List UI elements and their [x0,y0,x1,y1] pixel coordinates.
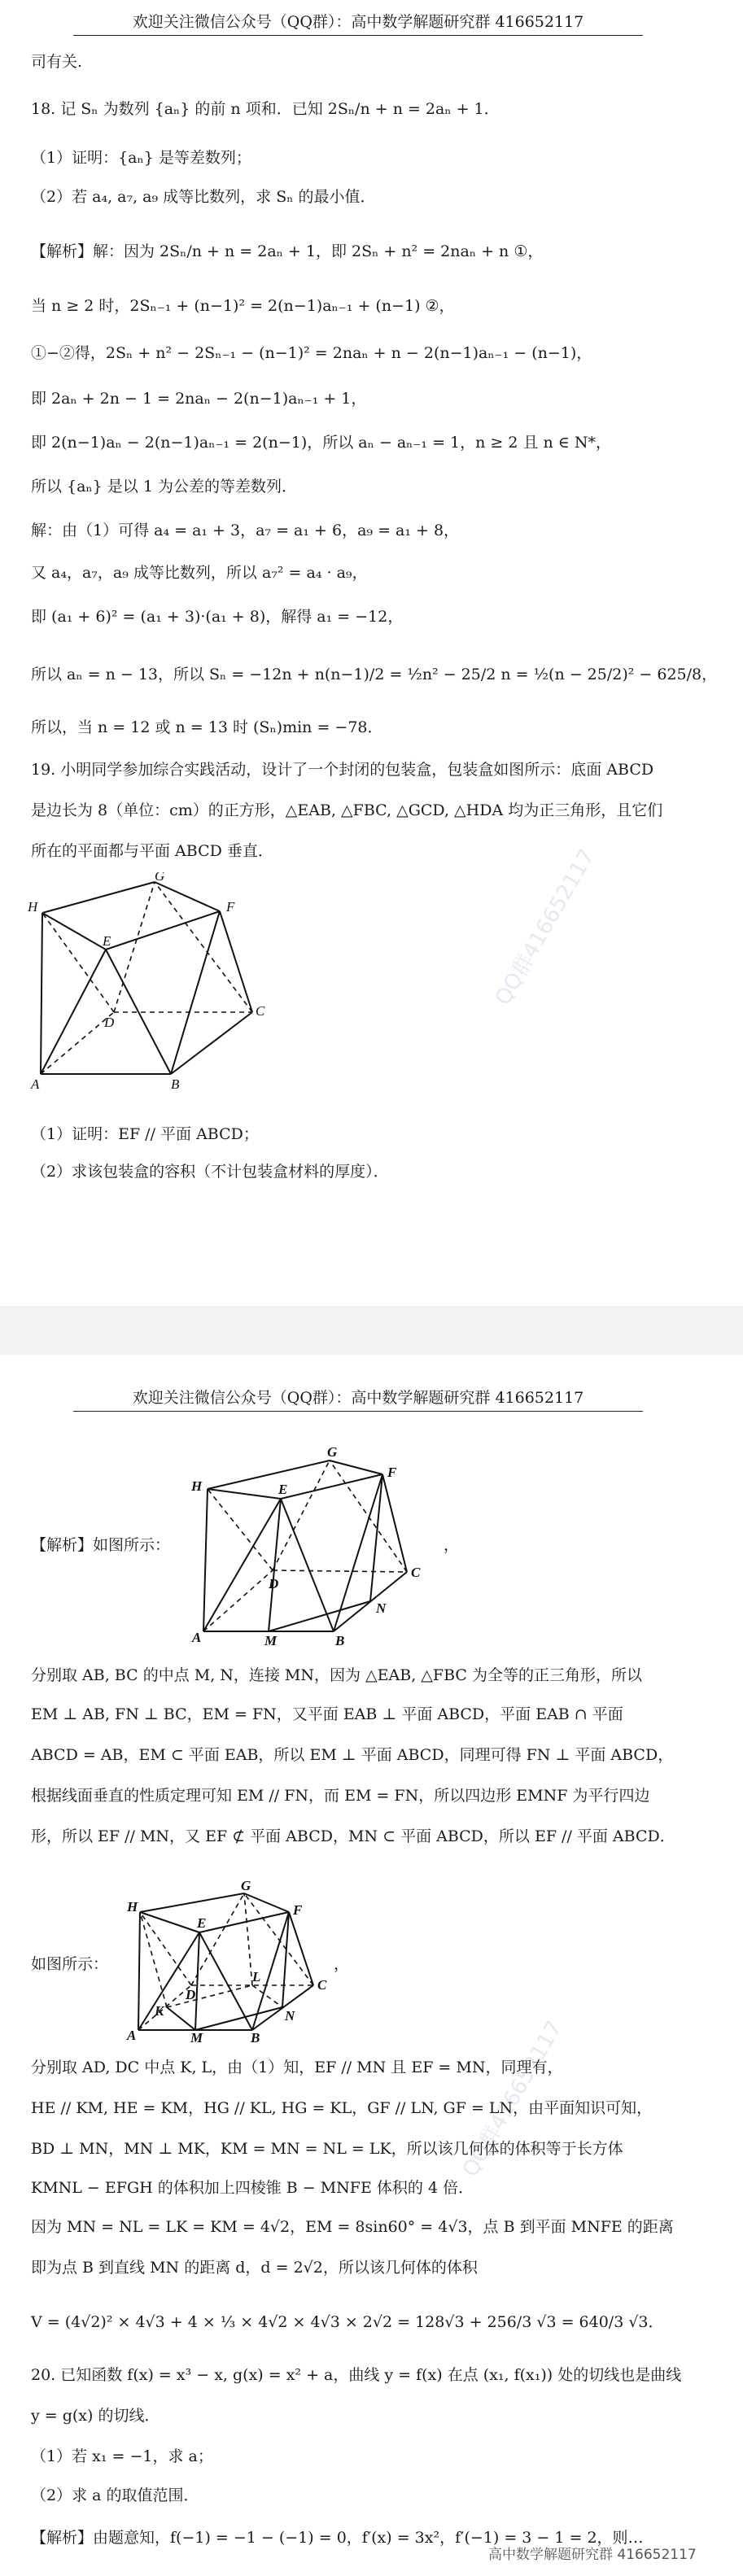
hidden-edge [203,1570,273,1631]
hidden-edge [273,1570,407,1572]
vertex-label: E [278,1482,288,1497]
vertex-label: D [269,1576,279,1591]
problem-18-part1: （1）证明：{aₙ} 是等差数列； [31,149,251,167]
vertex-label: A [127,2028,137,2043]
solution-line: 即 (a₁ + 6)² = (a₁ + 3)·(a₁ + 8)，解得 a₁ = −12， [31,608,404,626]
vertex-label: E [197,1915,207,1931]
hidden-edge [244,1893,252,1985]
punctuation: ， [444,1536,460,1554]
solution-line: BD ⊥ MN，MN ⊥ MK，KM = MN = NL = LK，所以该几何体的体积等于长方体 [31,2140,623,2158]
vertex-label: E [103,933,111,949]
vertex-label: B [171,1076,180,1092]
punctuation: ， [334,1955,350,1973]
box-figure-1 [24,872,293,1092]
watermark: QQ群416652117 [491,845,601,1010]
box-figure-3 [122,1875,350,2046]
edge [138,1912,140,2030]
solution-line: 又 a₄，a₇，a₉ 成等比数列，所以 a₇² = a₄ · a₉， [31,564,368,582]
edge [195,1932,199,2030]
vertex-label: B [335,1633,345,1648]
vertex-label: G [241,1878,251,1893]
vertex-label: H [127,1899,138,1915]
vertex-label: F [226,899,235,915]
solution-line: 当 n ≥ 2 时，2Sₙ₋₁ + (n−1)² = 2(n−1)aₙ₋₁ + (n−1) ②， [31,297,455,315]
edge [106,911,220,950]
page-separator [0,1306,743,1355]
solution-line: 所以，当 n = 12 或 n = 13 时 (Sₙ)min = −78． [31,718,383,736]
edge [41,913,42,1074]
hidden-edge [140,1912,191,1985]
solution-line: 所以 {aₙ} 是以 1 为公差的等差数列． [31,478,297,496]
vertex-label: F [387,1465,397,1480]
solution-line: 【解析】解：因为 2Sₙ/n + n = 2aₙ + 1，即 2Sₙ + n² = 2naₙ + n ①， [31,242,544,260]
edge [155,882,220,911]
edge [220,911,252,1012]
solution-line: 即为点 B 到直线 MN 的距离 d，d = 2√2，所以该几何体的体积 [31,2259,478,2277]
edge [269,1499,281,1631]
vertex-label: G [327,1444,338,1460]
vertex-label: C [317,1977,327,1993]
problem-20-line: y = g(x) 的切线． [31,2407,160,2425]
hidden-edge [138,1985,191,2030]
vertex-label: L [252,1969,261,1984]
hidden-edge [273,1460,330,1570]
vertex-label: B [251,2030,260,2046]
solution-line: KMNL − EFGH 的体积加上四棱锥 B − MNFE 体积的 4 倍． [31,2179,474,2197]
problem-19-title: 19. 小明同学参加综合实践活动，设计了一个封闭的包装盒，包装盒如图所示：底面 ABCD [31,761,654,779]
vertex-label: N [376,1600,387,1616]
problem-20-part1: （1）若 x₁ = −1，求 a； [31,2447,213,2465]
edge [195,2007,282,2030]
solution-label: 如图所示： [31,1955,109,1973]
problem-18-part2: （2）若 a₄, a₇, a₉ 成等比数列，求 Sₙ 的最小值． [31,188,376,206]
edge [42,913,106,950]
vertex-label: G [155,872,165,884]
solution-line: 形，所以 EF // MN，又 EF ⊄ 平面 ABCD，MN ⊂ 平面 ABCD，所以 EF // 平面 ABCD． [31,1827,675,1845]
vertex-label: D [186,1987,196,2002]
solution-line: ①−②得，2Sₙ + n² − 2Sₙ₋₁ − (n−1)² = 2naₙ + n − 2(n−1)aₙ₋₁ − (n−1)， [31,344,592,362]
solution-line: 解：由（1）可得 a₄ = a₁ + 3，a₇ = a₁ + 6，a₉ = a₁ + 8， [31,522,460,539]
solution-result: V = (4√2)² × 4√3 + 4 × ⅓ × 4√2 × 4√3 × 2√2 = 128√3 + 256/3 √3 = 640/3 √3． [31,2313,664,2331]
edge [208,1460,330,1489]
hidden-edge [140,1912,167,2007]
vertex-label: F [293,1902,303,1918]
hidden-edge [42,913,114,1012]
edge [140,1912,199,1932]
edge [382,1474,407,1572]
solution-line: 即 2(n−1)aₙ − 2(n−1)aₙ₋₁ = 2(n−1)，所以 aₙ − aₙ₋₁ = 1，n ≥ 2 且 n ∈ N*， [31,434,612,452]
problem-19-line: 是边长为 8（单位：cm）的正方形，△EAB, △FBC, △GCD, △HDA 均为正三角形，且它们 [31,801,663,819]
solution-line: ABCD = AB，EM ⊂ 平面 EAB，所以 EM ⊥ 平面 ABCD，同理可得 FN ⊥ 平面 ABCD， [31,1746,674,1764]
edge [199,1932,252,2030]
hidden-edge [155,882,252,1012]
solution-line: 即 2aₙ + 2n − 1 = 2naₙ − 2(n−1)aₙ₋₁ + 1， [31,390,367,408]
problem-19-part2: （2）求该包装盒的容积（不计包装盒材料的厚度）． [31,1163,389,1181]
vertex-label: C [411,1565,421,1580]
box-figure-2 [187,1432,448,1648]
solution-line: 因为 MN = NL = LK = KM = 4√2，EM = 8sin60° = 4√3，点 B 到平面 MNFE 的距离 [31,2218,674,2236]
vertex-label: K [155,2003,164,2019]
hidden-edge [41,1012,114,1074]
vertex-label: C [256,1003,265,1019]
edge [167,2007,195,2030]
problem-20-title: 20. 已知函数 f(x) = x³ − x, g(x) = x² + a，曲线 y = f(x) 在点 (x₁, f(x₁)) 处的切线也是曲线 [31,2366,682,2384]
edge [269,1601,370,1631]
hidden-edge [252,1985,282,2007]
edge [281,1499,334,1631]
edge [140,1893,244,1912]
edge [199,1912,289,1932]
text-line: 司有关. [31,53,83,71]
edge [41,950,106,1074]
edge [244,1893,289,1912]
solution-line: 分别取 AD, DC 中点 K, L，由（1）知，EF // MN 且 EF = MN，同理有， [31,2059,563,2076]
problem-19-part1: （1）证明：EF // 平面 ABCD； [31,1125,259,1143]
watermark: QQ群416652117 [458,2016,568,2181]
brand-caption: 高中数学解题研究群 416652117 [488,2547,697,2563]
page-header: 欢迎关注微信公众号（QQ群）：高中数学解题研究群 416652117 [73,10,643,36]
page-2 [0,1355,743,2576]
vertex-label: M [190,2030,203,2046]
hidden-edge [167,1985,252,2007]
vertex-label: M [264,1633,278,1648]
vertex-label: N [285,2008,295,2024]
vertex-label: H [191,1478,203,1494]
vertex-label: A [192,1630,202,1645]
solution-line: 根据线面垂直的性质定理可知 EM // FN，而 EM = FN，所以四边形 EMNF 为平行四边 [31,1787,650,1805]
hidden-edge [114,882,155,1012]
edge [203,1499,281,1631]
solution-line: EM ⊥ AB, FN ⊥ BC，EM = FN，又平面 EAB ⊥ 平面 ABCD，平面 EAB ∩ 平面 [31,1705,623,1723]
solution-line: 分别取 AB, BC 的中点 M, N，连接 MN，因为 △EAB, △FBC 为全等的正三角形，所以 [31,1666,642,1684]
edge [203,1489,208,1631]
problem-18-title: 18. 记 Sₙ 为数列 {aₙ} 的前 n 项和．已知 2Sₙ/n + n = 2aₙ + 1． [31,100,500,118]
edge [171,1012,252,1074]
solution-line: HE // KM, HE = KM，HG // KL, HG = KL，GF // LN, GF = LN，由平面知识可知， [31,2099,653,2117]
edge [289,1912,313,1985]
edge [208,1489,281,1499]
problem-19-line: 所在的平面都与平面 ABCD 垂直． [31,842,273,860]
solution-line: 【解析】由题意知，f(−1) = −1 − (−1) = 0，f′(x) = 3x²，f′(−1) = 3 − 1 = 2，则… [31,2529,644,2547]
vertex-label: H [28,899,38,915]
edge [281,1474,382,1499]
edge [282,1912,289,2007]
edge [171,911,220,1074]
edge [330,1460,382,1474]
edge [42,882,155,913]
vertex-label: A [31,1076,40,1092]
edge [138,1932,199,2030]
solution-line: 所以 aₙ = n − 13，所以 Sₙ = −12n + n(n−1)/2 = ½n² − 25/2 n = ½(n − 25/2)² − 625/8， [31,666,718,683]
solution-label: 【解析】如图所示： [31,1536,171,1554]
problem-20-part2: （2）求 a 的取值范围． [31,2486,199,2504]
page-header: 欢迎关注微信公众号（QQ群）：高中数学解题研究群 416652117 [73,1386,643,1412]
vertex-label: D [104,1015,115,1030]
